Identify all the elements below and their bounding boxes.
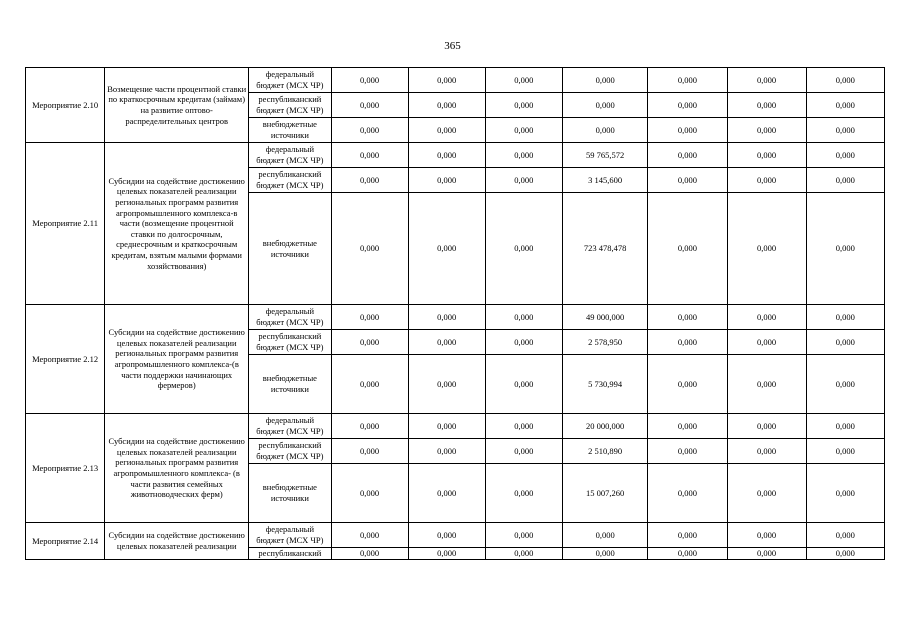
value-cell: 0,000: [485, 464, 562, 523]
value-cell: 0,000: [727, 464, 806, 523]
value-cell: 20 000,000: [562, 414, 647, 439]
funding-source: республиканский бюджет (МСХ ЧР): [249, 330, 331, 355]
value-cell: 49 000,000: [562, 305, 647, 330]
value-cell: 0,000: [331, 414, 408, 439]
measure-description: Субсидии на содействие достижению целевых показателей реализации региональных программ развития агропромышленного комплекса-в части (возмещение процентной ставки по долгосрочным, среднесрочным и краткосрочным кредитам, взятым малыми формами хозяйствования): [105, 143, 249, 305]
value-cell: 0,000: [727, 193, 806, 305]
value-cell: 0,000: [485, 305, 562, 330]
value-cell: 0,000: [648, 68, 727, 93]
funding-source: республиканский бюджет (МСХ ЧР): [249, 168, 331, 193]
value-cell: 0,000: [648, 464, 727, 523]
value-cell: 0,000: [648, 305, 727, 330]
funding-source: республиканский бюджет (МСХ ЧР): [249, 439, 331, 464]
value-cell: 0,000: [727, 523, 806, 548]
value-cell: 0,000: [648, 193, 727, 305]
value-cell: 0,000: [408, 355, 485, 414]
value-cell: 0,000: [408, 439, 485, 464]
value-cell: 0,000: [485, 168, 562, 193]
value-cell: 0,000: [331, 168, 408, 193]
value-cell: 0,000: [806, 93, 884, 118]
value-cell: 0,000: [408, 118, 485, 143]
value-cell: 0,000: [806, 68, 884, 93]
value-cell: 0,000: [648, 414, 727, 439]
table-row: [26, 68, 885, 93]
value-cell: 0,000: [727, 439, 806, 464]
funding-source: федеральный бюджет (МСХ ЧР): [249, 523, 331, 548]
measure-description: Субсидии на содействие достижению целевых показателей реализации региональных программ развития агропромышленного комплекса- (в части развития семейных животноводческих ферм): [105, 414, 249, 523]
funding-source: республиканский: [249, 548, 331, 560]
value-cell: 0,000: [648, 439, 727, 464]
value-cell: 0,000: [648, 523, 727, 548]
funding-source: внебюджетные источники: [249, 355, 331, 414]
value-cell: 0,000: [806, 330, 884, 355]
measure-label: Мероприятие 2.11: [26, 143, 105, 305]
value-cell: 0,000: [485, 548, 562, 560]
value-cell: 0,000: [331, 439, 408, 464]
value-cell: 0,000: [331, 464, 408, 523]
value-cell: 0,000: [485, 439, 562, 464]
value-cell: 0,000: [648, 168, 727, 193]
value-cell: 0,000: [806, 168, 884, 193]
value-cell: 0,000: [562, 118, 647, 143]
value-cell: 0,000: [408, 464, 485, 523]
value-cell: 0,000: [562, 93, 647, 118]
value-cell: 0,000: [727, 305, 806, 330]
value-cell: 0,000: [485, 118, 562, 143]
funding-source: федеральный бюджет (МСХ ЧР): [249, 143, 331, 168]
value-cell: 0,000: [485, 93, 562, 118]
value-cell: 0,000: [331, 143, 408, 168]
funding-source: федеральный бюджет (МСХ ЧР): [249, 305, 331, 330]
value-cell: 59 765,572: [562, 143, 647, 168]
value-cell: 0,000: [485, 523, 562, 548]
value-cell: 2 578,950: [562, 330, 647, 355]
value-cell: 0,000: [806, 193, 884, 305]
table-row: [26, 523, 885, 548]
measure-description: Субсидии на содействие достижению целевых показателей реализации: [105, 523, 249, 560]
value-cell: 0,000: [408, 193, 485, 305]
measure-label: Мероприятие 2.13: [26, 414, 105, 523]
value-cell: 0,000: [806, 548, 884, 560]
value-cell: 0,000: [562, 68, 647, 93]
value-cell: 0,000: [408, 68, 485, 93]
value-cell: 0,000: [331, 305, 408, 330]
value-cell: 0,000: [408, 143, 485, 168]
value-cell: 0,000: [331, 330, 408, 355]
value-cell: 0,000: [648, 548, 727, 560]
value-cell: 723 478,478: [562, 193, 647, 305]
value-cell: 0,000: [408, 330, 485, 355]
value-cell: 0,000: [648, 143, 727, 168]
value-cell: 15 007,260: [562, 464, 647, 523]
value-cell: 0,000: [408, 93, 485, 118]
value-cell: 0,000: [562, 548, 647, 560]
value-cell: 0,000: [806, 414, 884, 439]
value-cell: 3 145,600: [562, 168, 647, 193]
value-cell: 0,000: [485, 68, 562, 93]
value-cell: 0,000: [331, 93, 408, 118]
value-cell: 0,000: [727, 143, 806, 168]
value-cell: 0,000: [331, 523, 408, 548]
measure-label: Мероприятие 2.14: [26, 523, 105, 560]
value-cell: 0,000: [806, 355, 884, 414]
value-cell: 5 730,994: [562, 355, 647, 414]
value-cell: 0,000: [485, 355, 562, 414]
value-cell: 0,000: [806, 523, 884, 548]
measure-description: Возмещение части процентной ставки по краткосрочным кредитам (займам) на развитие оптово-распределительных центров: [105, 68, 249, 143]
value-cell: 0,000: [806, 439, 884, 464]
value-cell: 0,000: [331, 548, 408, 560]
value-cell: 0,000: [331, 118, 408, 143]
table-row: [26, 414, 885, 439]
value-cell: 0,000: [648, 330, 727, 355]
value-cell: 0,000: [727, 93, 806, 118]
value-cell: 0,000: [331, 68, 408, 93]
funding-source: внебюджетные источники: [249, 464, 331, 523]
value-cell: 0,000: [562, 523, 647, 548]
measure-label: Мероприятие 2.10: [26, 68, 105, 143]
value-cell: 0,000: [727, 330, 806, 355]
value-cell: 0,000: [806, 305, 884, 330]
value-cell: 0,000: [727, 355, 806, 414]
value-cell: 0,000: [727, 118, 806, 143]
value-cell: 0,000: [331, 193, 408, 305]
funding-source: внебюджетные источники: [249, 193, 331, 305]
value-cell: 0,000: [408, 414, 485, 439]
funding-source: федеральный бюджет (МСХ ЧР): [249, 68, 331, 93]
value-cell: 0,000: [727, 548, 806, 560]
value-cell: 0,000: [485, 414, 562, 439]
table-row: [26, 305, 885, 330]
funding-source: внебюджетные источники: [249, 118, 331, 143]
table-row: [26, 143, 885, 168]
page-number: 365: [444, 40, 461, 52]
value-cell: 0,000: [648, 118, 727, 143]
funding-source: федеральный бюджет (МСХ ЧР): [249, 414, 331, 439]
value-cell: 0,000: [648, 355, 727, 414]
funding-source: республиканский бюджет (МСХ ЧР): [249, 93, 331, 118]
measure-label: Мероприятие 2.12: [26, 305, 105, 414]
value-cell: 0,000: [485, 330, 562, 355]
value-cell: 0,000: [806, 118, 884, 143]
value-cell: 0,000: [485, 143, 562, 168]
value-cell: 0,000: [408, 168, 485, 193]
value-cell: 0,000: [727, 68, 806, 93]
value-cell: 0,000: [408, 548, 485, 560]
value-cell: 0,000: [727, 414, 806, 439]
value-cell: 0,000: [331, 355, 408, 414]
value-cell: 0,000: [648, 93, 727, 118]
value-cell: 0,000: [485, 193, 562, 305]
value-cell: 2 510,890: [562, 439, 647, 464]
budget-table: [25, 67, 885, 560]
value-cell: 0,000: [408, 523, 485, 548]
value-cell: 0,000: [408, 305, 485, 330]
value-cell: 0,000: [806, 143, 884, 168]
value-cell: 0,000: [727, 168, 806, 193]
measure-description: Субсидии на содействие достижению целевых показателей реализации региональных программ развития агропромышленного комплекса-(в части поддержки начинающих фермеров): [105, 305, 249, 414]
value-cell: 0,000: [806, 464, 884, 523]
